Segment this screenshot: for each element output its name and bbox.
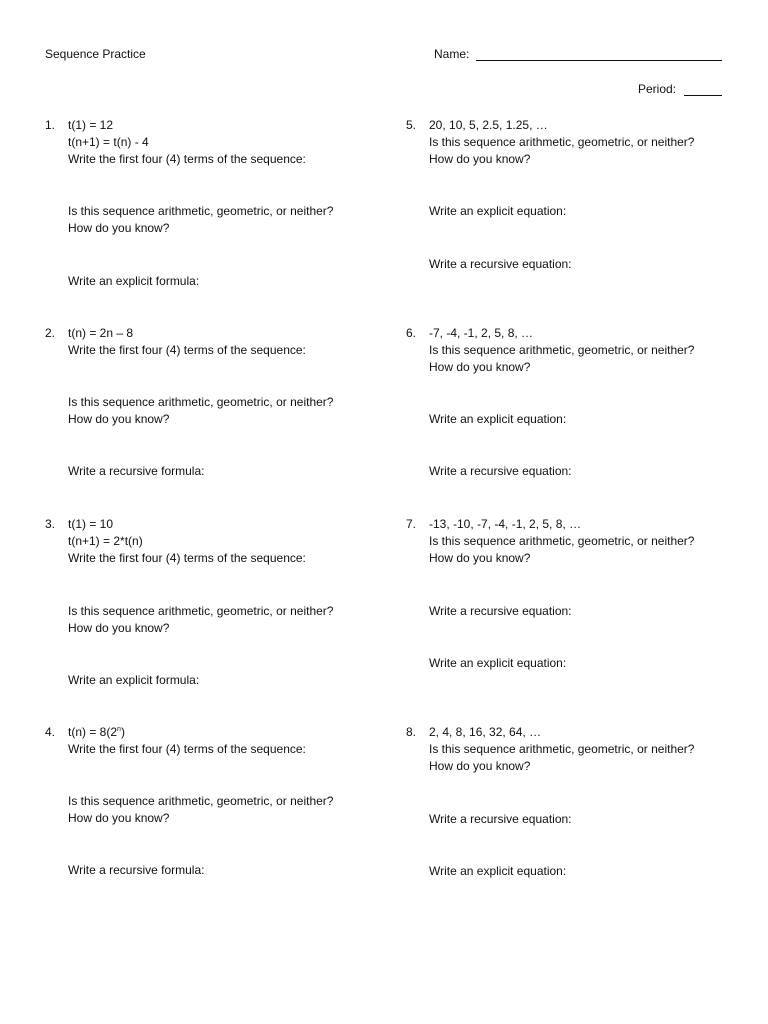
problem-sequence: 2, 4, 8, 16, 32, 64, … bbox=[429, 725, 542, 739]
problem-number: 6. bbox=[406, 326, 417, 340]
problem-prompt: Write an explicit formula: bbox=[68, 673, 200, 687]
problem-prompt: Write a recursive formula: bbox=[68, 464, 205, 478]
problem-number: 5. bbox=[406, 118, 417, 132]
problem-formula: $t(n) = 8(2^n)$ bbox=[68, 725, 125, 739]
problem-prompt: Write a recursive equation: bbox=[429, 812, 572, 826]
problem-prompt: Write a recursive equation: bbox=[429, 604, 572, 618]
problem-prompt: Write a recursive equation: bbox=[429, 464, 572, 478]
problem-prompt: Is this sequence arithmetic, geometric, or neither? bbox=[68, 204, 334, 218]
problem-prompt: Write an explicit equation: bbox=[429, 412, 567, 426]
problem-prompt: How do you know? bbox=[68, 621, 170, 635]
problem-formula: t(1) = 10 bbox=[68, 517, 114, 531]
exponent: n bbox=[117, 726, 121, 733]
problem-prompt: Is this sequence arithmetic, geometric, or neither? bbox=[68, 604, 334, 618]
problem-number: 3. bbox=[45, 517, 56, 531]
problem-number: 7. bbox=[406, 517, 417, 531]
problem-formula: t(n+1) = 2*t(n) bbox=[68, 534, 143, 548]
problem-prompt: Is this sequence arithmetic, geometric, or neither? bbox=[429, 135, 695, 149]
problem-sequence: -7, -4, -1, 2, 5, 8, … bbox=[429, 326, 534, 340]
problem-prompt: Write an explicit equation: bbox=[429, 204, 567, 218]
problem-sequence: -13, -10, -7, -4, -1, 2, 5, 8, … bbox=[429, 517, 582, 531]
problem-prompt: Is this sequence arithmetic, geometric, or neither? bbox=[429, 343, 695, 357]
name-label: Name: bbox=[434, 47, 470, 61]
problem-prompt: Write an explicit equation: bbox=[429, 864, 567, 878]
problem-prompt: How do you know? bbox=[68, 221, 170, 235]
problem-prompt: Write an explicit equation: bbox=[429, 656, 567, 670]
problem-formula: t(n) = 2n – 8 bbox=[68, 326, 134, 340]
problem-prompt: Is this sequence arithmetic, geometric, or neither? bbox=[68, 794, 334, 808]
problem-prompt: Write the first four (4) terms of the sequence: bbox=[68, 551, 306, 565]
problem-prompt: How do you know? bbox=[429, 551, 531, 565]
problem-prompt: How do you know? bbox=[68, 412, 170, 426]
problem-prompt: Write a recursive formula: bbox=[68, 863, 205, 877]
name-blank-line[interactable] bbox=[476, 60, 722, 61]
problem-prompt: Write the first four (4) terms of the sequence: bbox=[68, 152, 306, 166]
problem-sequence: 20, 10, 5, 2.5, 1.25, … bbox=[429, 118, 548, 132]
problem-prompt: How do you know? bbox=[429, 759, 531, 773]
problem-prompt: Is this sequence arithmetic, geometric, or neither? bbox=[429, 534, 695, 548]
problem-prompt: Is this sequence arithmetic, geometric, or neither? bbox=[68, 395, 334, 409]
period-blank-line[interactable] bbox=[684, 95, 722, 96]
problem-prompt: Is this sequence arithmetic, geometric, or neither? bbox=[429, 742, 695, 756]
problem-formula: t(n+1) = t(n) - 4 bbox=[68, 135, 149, 149]
problem-formula: t(1) = 12 bbox=[68, 118, 114, 132]
problem-number: 8. bbox=[406, 725, 417, 739]
problem-prompt: Write the first four (4) terms of the sequence: bbox=[68, 343, 306, 357]
worksheet-title: Sequence Practice bbox=[45, 47, 146, 61]
problem-prompt: How do you know? bbox=[68, 811, 170, 825]
problem-prompt: Write an explicit formula: bbox=[68, 274, 200, 288]
problem-prompt: How do you know? bbox=[429, 152, 531, 166]
problem-prompt: Write the first four (4) terms of the sequence: bbox=[68, 742, 306, 756]
problem-number: 1. bbox=[45, 118, 56, 132]
problem-prompt: How do you know? bbox=[429, 360, 531, 374]
problem-number: 4. bbox=[45, 725, 56, 739]
problem-number: 2. bbox=[45, 326, 56, 340]
period-label: Period: bbox=[638, 82, 677, 96]
problem-prompt: Write a recursive equation: bbox=[429, 257, 572, 271]
